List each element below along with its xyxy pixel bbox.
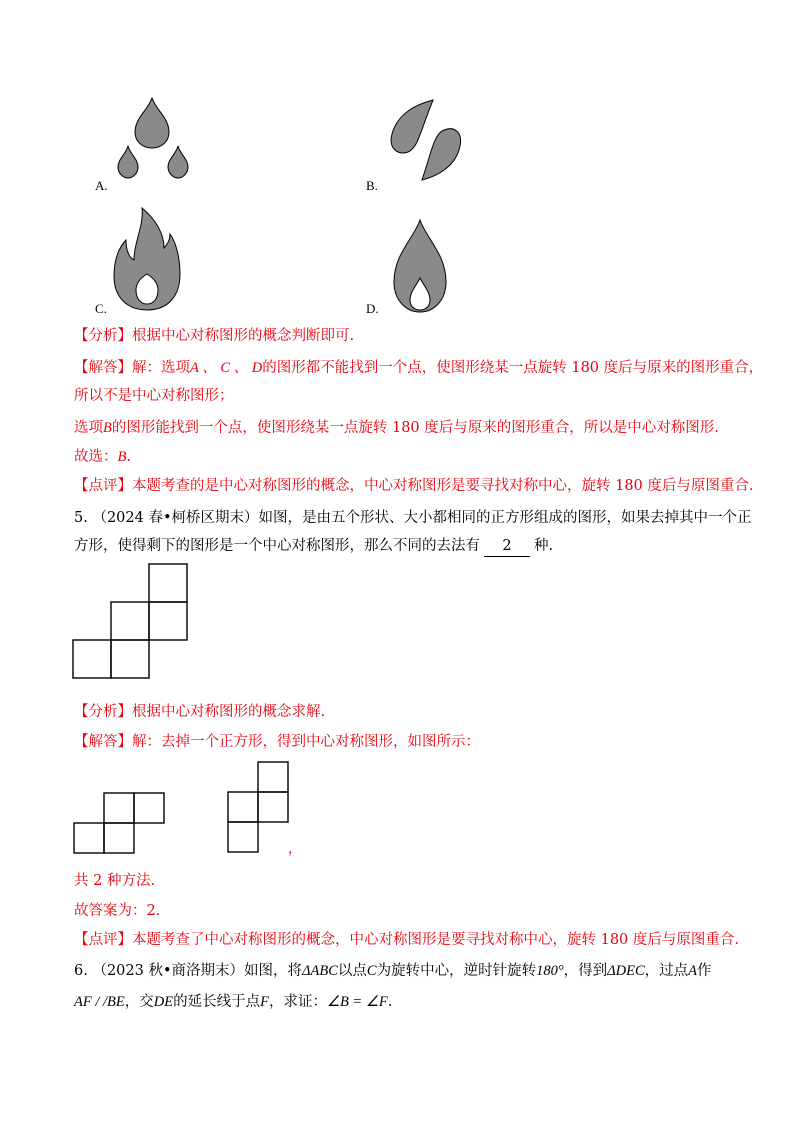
rotation-angle: 180° [536,963,564,979]
point-a: A [688,963,698,979]
angle-equation: ∠B = ∠F [326,994,388,1010]
stem-text: 方形，使得剩下的图形是一个中心对称图形，那么不同的去法有 [74,538,480,554]
stem-text: 6. （2023 秋•商洛期末）如图，将 [74,963,303,979]
solution-tag: 【解答】 [74,734,132,750]
q4-analysis [74,326,354,346]
point-f: F [260,994,269,1010]
q5-stem-line2 [74,536,553,557]
analysis-text: 根据中心对称图形的概念判断即可. [132,328,355,344]
point-c: C [366,963,377,979]
solution-text: 的图形都不能找到一个点，使图形绕某一点旋转 180 度后与原来的图形重合， [262,360,764,376]
q4-answer [74,447,131,467]
stem-text: ，得到 [563,963,608,979]
triangle-abc: ΔABC [302,963,338,979]
option-b-figure [388,96,468,186]
q5-answer: 故答案为：2. [74,903,161,919]
q6-stem-line1 [74,961,712,981]
answer-variable: B [117,449,127,465]
q5-comment [74,930,739,950]
solution-text: 的图形能找到一个点，使图形绕某一点旋转 180 度后与原来的图形重合，所以是中心对称图形. [111,420,719,436]
option-a-label: A. [95,178,108,193]
answer-suffix: . [126,449,131,465]
option-c-figure [112,206,182,312]
solution-tag: 【解答】 [74,360,132,376]
stem-text: . [387,994,393,1010]
comment-tag: 【点评】 [74,478,132,494]
q4-solution-line3 [74,418,719,438]
comment-text: 本题考查的是中心对称图形的概念，中心对称图形是要寻找对称中心，旋转 180 度后与原图重合. [132,478,754,494]
stem-text: 作 [697,963,712,979]
q5-stem-line1: 5. （2024 春•柯桥区期末）如图，是由五个形状、大小都相同的正方形组成的图形，如果去掉其中一个正 [74,510,752,526]
comment-tag: 【点评】 [74,932,132,948]
analysis-tag: 【分析】 [74,328,132,344]
solution-text: 选项 [74,420,103,436]
q6-stem-line2 [74,992,392,1012]
stem-text: 种. [534,538,554,554]
segment-de: DE [153,994,174,1010]
option-d-figure [392,218,448,314]
triangle-dec: ΔDEC [607,963,645,979]
answer-prefix: 故选： [74,449,118,465]
stem-text: ，交 [124,994,154,1010]
analysis-tag: 【分析】 [74,704,132,720]
q4-solution-line1 [74,358,763,378]
q5-solution-figure-1 [74,793,166,853]
q4-solution-line2: 所以不是中心对称图形； [74,388,234,404]
stem-text: 以点 [337,963,367,979]
q4-comment [74,476,754,496]
solution-text: 解：选项 [132,360,190,376]
stem-text: ，求证： [268,994,327,1010]
q5-square-figure [73,564,189,680]
q5-solution-figure-2 [228,762,290,852]
solution-text: 解：去掉一个正方形，得到中心对称图形，如图所示： [132,734,480,750]
comment-text: 本题考查了中心对称图形的概念，中心对称图形是要寻找对称中心，旋转 180 度后与原图重合. [132,932,739,948]
option-d-label: D. [366,301,379,316]
parallel-af-be: AF / /BE [74,994,125,1010]
option-b-label: B. [366,178,378,193]
answer-blank: 2 [484,536,530,557]
stem-text: ，过点 [644,963,689,979]
option-c-label: C. [95,301,107,316]
option-variable: B [103,420,112,436]
stem-text: 的延长线于点 [173,994,261,1010]
option-variables: A 、 C 、 D [190,360,263,376]
q5-analysis [74,702,325,722]
option-a-figure [112,96,192,186]
analysis-text: 根据中心对称图形的概念求解. [132,704,326,720]
q5-figure-comma: ， [288,841,302,857]
q5-solution [74,732,480,752]
stem-text: 为旋转中心，逆时针旋转 [376,963,537,979]
q5-total: 共 2 种方法. [74,873,156,889]
